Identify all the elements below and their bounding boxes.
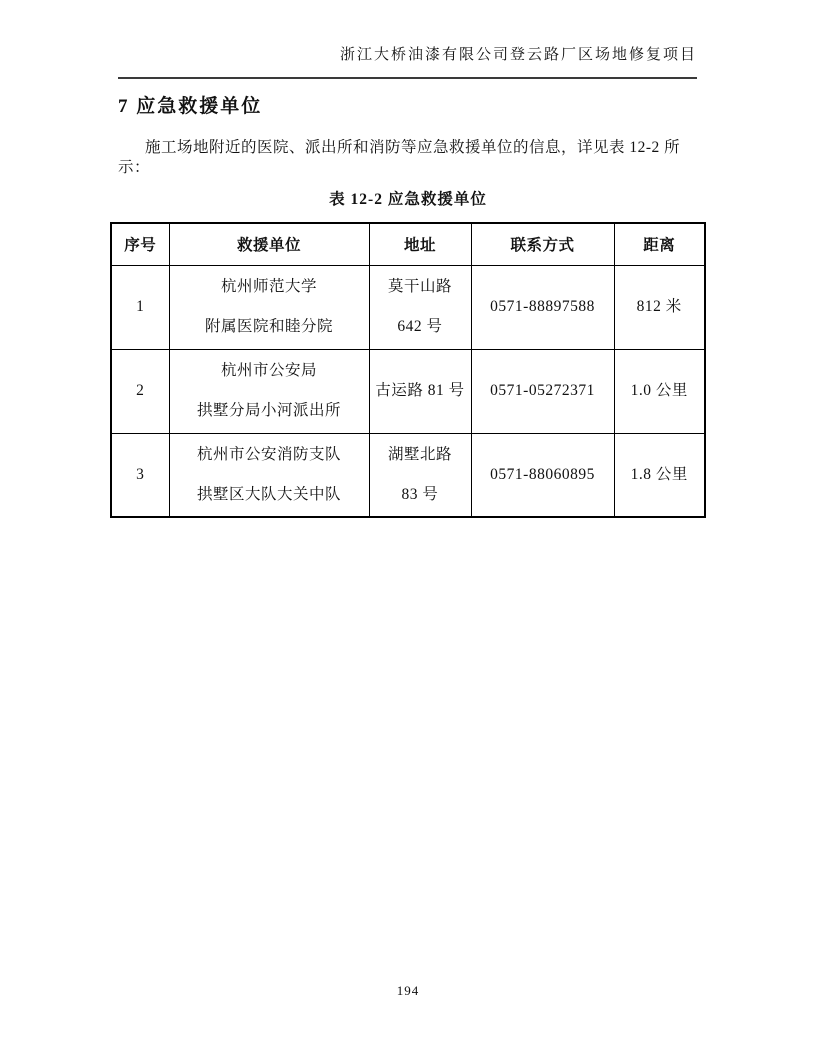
header-cell-contact: 联系方式	[471, 223, 614, 265]
distance-value: 1.8 公里	[630, 465, 688, 483]
unit-line: 拱墅分局小河派出所	[196, 402, 341, 419]
intro-paragraph: 施工场地附近的医院、派出所和消防等应急救援单位的信息，详见表 12-2 所示：	[118, 139, 681, 176]
cell-address	[369, 265, 471, 349]
row-number: 2	[136, 382, 145, 399]
cell-address	[369, 433, 471, 517]
rescue-units-table	[110, 222, 706, 518]
cell-contact	[471, 433, 614, 517]
cell-distance	[614, 433, 705, 517]
distance-value: 1.0 公里	[630, 382, 688, 399]
cell-address	[369, 349, 471, 433]
header-cell-distance: 距离	[614, 223, 705, 265]
page-number: 194	[396, 983, 420, 998]
contact-phone: 0571-05272371	[490, 382, 595, 399]
contact-phone: 0571-88897588	[490, 298, 595, 315]
header-cell-unit: 救援单位	[169, 223, 369, 265]
cell-no	[111, 349, 169, 433]
cell-unit	[169, 433, 369, 517]
address-line: 古运路 81 号	[375, 382, 465, 399]
cell-distance	[614, 349, 705, 433]
cell-contact	[471, 265, 614, 349]
table-row	[111, 349, 705, 433]
section-heading: 7 应急救援单位	[118, 96, 263, 117]
header-rule	[118, 77, 697, 79]
unit-line: 拱墅区大队大关中队	[196, 485, 341, 503]
row-number: 1	[136, 298, 145, 315]
table-header-row	[111, 223, 705, 265]
contact-phone: 0571-88060895	[490, 465, 595, 483]
table-row	[111, 265, 705, 349]
unit-line: 杭州市公安局	[220, 362, 317, 379]
cell-unit	[169, 349, 369, 433]
header-cell-address: 地址	[369, 223, 471, 265]
cell-unit	[169, 265, 369, 349]
unit-line: 附属医院和睦分院	[204, 318, 333, 335]
address-line: 83 号	[401, 485, 439, 503]
header-cell-no: 序号	[111, 223, 169, 265]
page-header-title: 浙江大桥油漆有限公司登云路厂区场地修复项目	[339, 47, 697, 63]
table-caption: 表 12-2 应急救援单位	[329, 191, 487, 208]
cell-no	[111, 265, 169, 349]
address-line: 湖墅北路	[387, 445, 452, 463]
cell-no	[111, 433, 169, 517]
table-row	[111, 433, 705, 517]
address-line: 642 号	[397, 318, 443, 335]
unit-line: 杭州市公安消防支队	[196, 445, 341, 463]
cell-distance	[614, 265, 705, 349]
unit-line: 杭州师范大学	[220, 278, 317, 295]
row-number: 3	[136, 465, 145, 483]
cell-contact	[471, 349, 614, 433]
distance-value: 812 米	[636, 298, 682, 315]
address-line: 莫干山路	[387, 278, 452, 295]
